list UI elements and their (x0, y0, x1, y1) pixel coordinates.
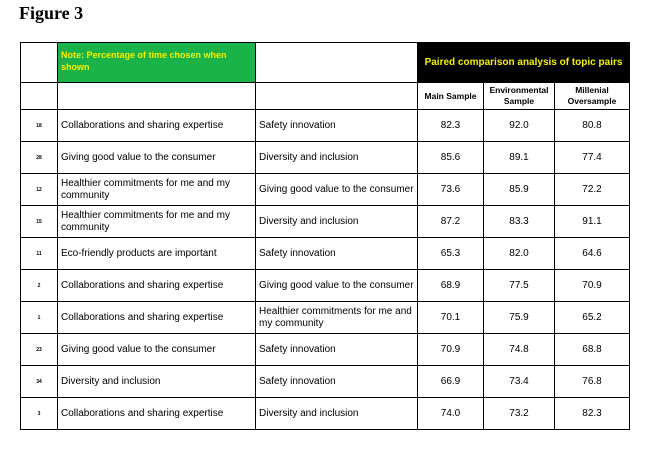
table-row (21, 366, 630, 398)
millenial-oversample-value: 70.9 (555, 270, 630, 302)
environmental-sample-value: 89.1 (484, 142, 555, 174)
row-number: 34 (21, 366, 58, 398)
empty-header-cell (21, 83, 58, 110)
millenial-oversample-value: 80.8 (555, 110, 630, 142)
millenial-oversample-value: 76.8 (555, 366, 630, 398)
table-row (21, 206, 630, 238)
empty-header-cell (58, 83, 256, 110)
topic-b-cell: Giving good value to the consumer (256, 174, 418, 206)
environmental-sample-value: 75.9 (484, 302, 555, 334)
topic-a-cell: Healthier commitments for me and my community (58, 206, 256, 238)
topic-a-cell: Collaborations and sharing expertise (58, 110, 256, 142)
main-sample-value: 65.3 (418, 238, 484, 270)
main-sample-value: 87.2 (418, 206, 484, 238)
environmental-sample-value: 82.0 (484, 238, 555, 270)
main-sample-value: 74.0 (418, 398, 484, 430)
column-header-main-sample: Main Sample (418, 83, 484, 110)
main-sample-value: 70.1 (418, 302, 484, 334)
millenial-oversample-value: 65.2 (555, 302, 630, 334)
row-number: 11 (21, 238, 58, 270)
millenial-oversample-value: 77.4 (555, 142, 630, 174)
row-number: 18 (21, 110, 58, 142)
topic-a-cell: Collaborations and sharing expertise (58, 302, 256, 334)
millenial-oversample-value: 91.1 (555, 206, 630, 238)
paired-comparison-table (20, 42, 630, 430)
topic-a-cell: Collaborations and sharing expertise (58, 398, 256, 430)
topic-a-cell: Eco-friendly products are important (58, 238, 256, 270)
row-number: 28 (21, 142, 58, 174)
main-sample-value: 66.9 (418, 366, 484, 398)
environmental-sample-value: 85.9 (484, 174, 555, 206)
topic-b-cell: Diversity and inclusion (256, 142, 418, 174)
millenial-oversample-value: 68.8 (555, 334, 630, 366)
topic-b-cell: Safety innovation (256, 238, 418, 270)
paired-comparison-title: Paired comparison analysis of topic pairs (418, 43, 630, 83)
note-cell: Note: Percentage of time chosen when shown (58, 43, 256, 83)
topic-a-cell: Healthier commitments for me and my community (58, 174, 256, 206)
table-row (21, 270, 630, 302)
table-row (21, 302, 630, 334)
row-number: 3 (21, 398, 58, 430)
main-sample-value: 73.6 (418, 174, 484, 206)
row-number: 2 (21, 270, 58, 302)
environmental-sample-value: 83.3 (484, 206, 555, 238)
main-sample-value: 85.6 (418, 142, 484, 174)
topic-b-cell: Healthier commitments for me and my community (256, 302, 418, 334)
millenial-oversample-value: 64.6 (555, 238, 630, 270)
row-number: 1 (21, 302, 58, 334)
environmental-sample-value: 73.2 (484, 398, 555, 430)
figure-title: Figure 3 (19, 3, 84, 23)
empty-header-cell (256, 43, 418, 83)
row-number: 23 (21, 334, 58, 366)
table-row (21, 142, 630, 174)
topic-a-cell: Diversity and inclusion (58, 366, 256, 398)
row-number: 12 (21, 174, 58, 206)
table-row (21, 238, 630, 270)
topic-a-cell: Collaborations and sharing expertise (58, 270, 256, 302)
column-header-millenial-oversample: Millenial Oversample (555, 83, 630, 110)
topic-b-cell: Diversity and inclusion (256, 398, 418, 430)
table-row (21, 174, 630, 206)
topic-b-cell: Giving good value to the consumer (256, 270, 418, 302)
column-header-environmental-sample: Environmental Sample (484, 83, 555, 110)
environmental-sample-value: 74.8 (484, 334, 555, 366)
topic-a-cell: Giving good value to the consumer (58, 334, 256, 366)
table-row (21, 110, 630, 142)
table-row (21, 398, 630, 430)
table-row (21, 334, 630, 366)
header-row-top (21, 43, 630, 83)
main-sample-value: 70.9 (418, 334, 484, 366)
topic-b-cell: Safety innovation (256, 110, 418, 142)
empty-header-cell (256, 83, 418, 110)
topic-b-cell: Safety innovation (256, 334, 418, 366)
environmental-sample-value: 73.4 (484, 366, 555, 398)
environmental-sample-value: 92.0 (484, 110, 555, 142)
topic-b-cell: Safety innovation (256, 366, 418, 398)
main-sample-value: 68.9 (418, 270, 484, 302)
environmental-sample-value: 77.5 (484, 270, 555, 302)
main-sample-value: 82.3 (418, 110, 484, 142)
empty-header-cell (21, 43, 58, 83)
row-number: 15 (21, 206, 58, 238)
topic-b-cell: Diversity and inclusion (256, 206, 418, 238)
topic-a-cell: Giving good value to the consumer (58, 142, 256, 174)
header-row-columns (21, 83, 630, 110)
millenial-oversample-value: 82.3 (555, 398, 630, 430)
millenial-oversample-value: 72.2 (555, 174, 630, 206)
